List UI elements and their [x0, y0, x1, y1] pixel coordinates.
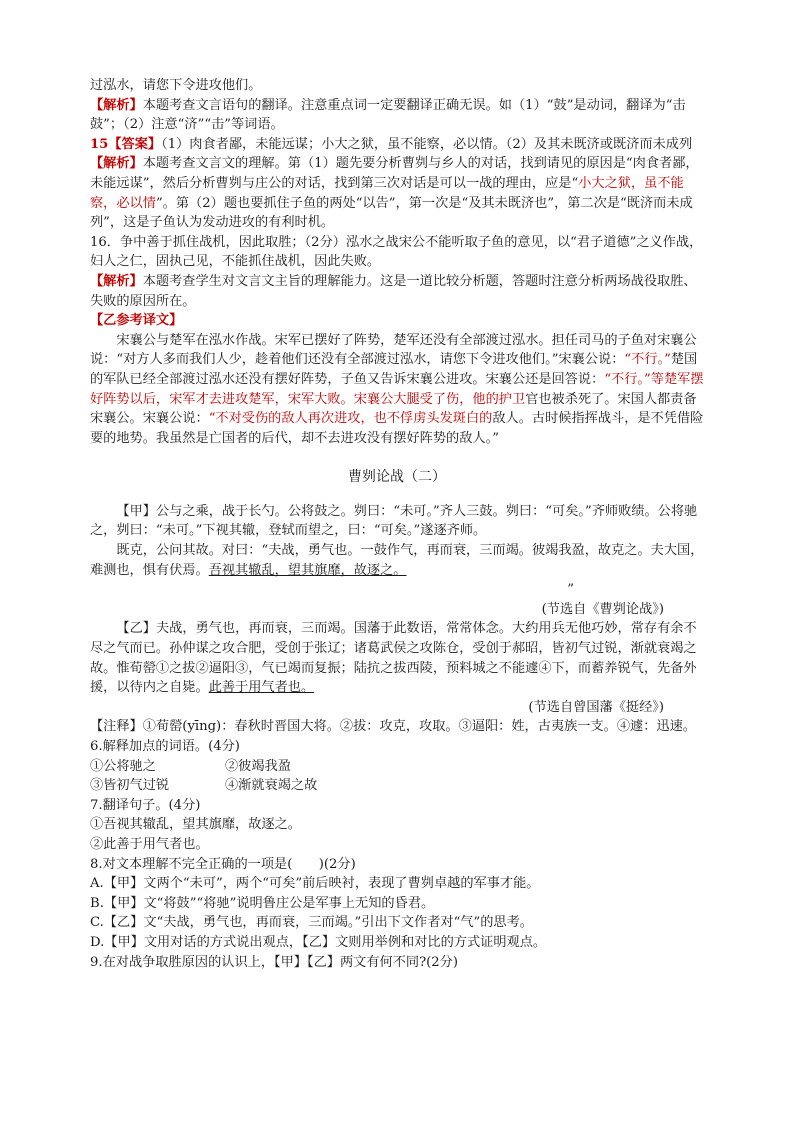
underlined-sentence: 此善于用气者也。: [208, 680, 315, 696]
section-title: 曹刿论战（二）: [348, 469, 446, 486]
answer-tag: 15【答案】: [90, 136, 162, 152]
reference-translation-heading: 【乙参考译文】: [90, 313, 183, 329]
analysis-tag: 【解析】: [90, 97, 143, 113]
text-jia-p1: 【甲】公与之乘，战于长勺。公将鼓之。刿曰：“未可。”齐人三鼓。刿曰：“可矣。”齐师败绩。公将驰之，刿曰：“未可。”下视其辙，登轼而望之，曰：“可矣。”遂逐齐师。: [90, 503, 698, 539]
underlined-sentence: 吾视其辙乱，望其旗靡，故逐之。: [208, 562, 407, 578]
question-8-option-c: C.【乙】文“夫战，勇气也，再而衰，三而竭。”引出下文作者对“气”的思考。: [90, 915, 533, 931]
question-8-option-d: D.【甲】文用对话的方式说出观点，【乙】文则用举例和对比的方式证明观点。: [90, 934, 547, 950]
analysis-paragraph: 【解析】本题考查学生对文言文主旨的理解能力。这是一道比较分析题，答题时注意分析两场战役取胜、失败的原因所在。: [90, 273, 697, 309]
question-8-option-b: B.【甲】文“将鼓”“将驰”说明鲁庄公是军事上无知的昏君。: [90, 895, 435, 911]
question-7-sentence: ②此善于用气者也。: [90, 836, 209, 852]
source-note: (节选自《曹刿论战》): [541, 601, 664, 617]
question-9: 9.在对战争取胜原因的认识上，【甲】【乙】两文有何不同?(2分): [90, 954, 459, 970]
question-8-option-a: A.【甲】文两个“未可”，两个“可矣”前后映衬，表现了曹刿卓越的军事才能。: [90, 876, 540, 892]
answer-15: 15【答案】（1）肉食者鄙，未能远谋；小大之狱，虽不能察，必以情。（2）及其未既济或既济而未成列: [90, 136, 693, 152]
text-yi-p1: 【乙】夫战，勇气也，再而衰，三而竭。国藩于此数语，常常体念。大约用兵无他巧妙，常存有余不尽之气而已。孙仲谋之攻合肥，受创于张辽；诸葛武侯之攻陈仓，受创于郝昭，皆初气过锐，渐就衰竭之故。惟荀罃①之拔②逼阳③，气已竭而复振；陆抗之拔西陵，预料城之不能遽④下，而蓄养锐气，先备外援，以待内之自毙。此善于用气者也。: [90, 621, 697, 696]
question-7-stem: 7.翻译句子。(4分): [90, 797, 201, 813]
paragraph: 过泓水，请您下令进攻他们。: [90, 78, 262, 93]
question-6-options: ①公将驰之 ②彼竭我盈: [90, 758, 291, 774]
source-note: (节选自曾国藩《挺经》): [528, 699, 664, 715]
question-6-options: ③皆初气过锐 ④渐就衰竭之故: [90, 778, 318, 794]
reference-translation: 宋襄公与楚军在泓水作战。宋军已摆好了阵势，楚军还没有全部渡过泓水。担任司马的子鱼对宋襄公说：“对方人多而我们人少，趁着他们还没有全部渡过泓水，请您下令进攻他们。”宋襄公说：“不行。”楚国的军队已经全部渡过泓水还没有摆好阵势，子鱼又告诉宋襄公进攻。宋襄公还是回答说：“不行。”等楚军摆好阵势以后，宋军才去进攻楚军，宋军大败。宋襄公大腿受了伤，他的护卫官也被杀死了。宋国人都责备宋襄公。宋襄公说：“不对受伤的敌人再次进攻，也不俘虏头发斑白的敌人。古时候指挥战斗，是不凭借险要的地势。我虽然是亡国者的后代，却不去进攻没有摆好阵势的敌人。”: [90, 332, 704, 446]
question-7-sentence: ①吾视其辙乱，望其旗靡，故逐之。: [90, 817, 301, 833]
analysis-paragraph: 【解析】本题考查文言语句的翻译。注意重点词一定要翻译正确无误。如（1）“鼓”是动词，翻译为“击鼓”；（2）注意“济”“击”等词语。: [90, 97, 686, 133]
text-jia-p2: 既克，公问其故。对曰：“夫战，勇气也。一鼓作气，再而衰，三而竭。彼竭我盈，故克之。夫大国，难测也，惧有伏焉。吾视其辙乱，望其旗靡，故逐之。: [90, 543, 704, 578]
analysis-paragraph: 【解析】本题考查文言文的理解。第（1）题先要分析曹刿与乡人的对话，找到请见的原因是“肉食者鄙，未能远谋”，然后分析曹刿与庄公的对话，找到第三次对话是可以一战的理由，应是“小大之狱，虽不能察，必以情”。第（2）题也要抓住子鱼的两处“以告”，第一次是“及其未既济也”，第二次是“既济而未成列”，这是子鱼认为发动进攻的有利时机。: [90, 156, 699, 231]
annotation-note: 【注释】①荀罃(yīng)：春秋时晋国大将。②拔：攻克，攻取。③逼阳：姓，古夷族一支。④遽：迅速。: [90, 719, 696, 735]
answer-16: 16．争中善于抓住战机，因此取胜；（2分）泓水之战宋公不能听取子鱼的意见，以“君子道德”之义作战，妇人之仁，固执己见，不能抓住战机，因此失败。: [90, 234, 703, 270]
question-6-stem: 6.解释加点的词语。(4分): [90, 739, 240, 754]
question-8-stem: 8.对文本理解不完全正确的一项是( )(2分): [90, 856, 356, 872]
document-page: 过泓水，请您下令进攻他们。 【解析】本题考查文言语句的翻译。注意重点词一定要翻译正确无误。如（1）“鼓”是动词，翻译为“击鼓”；（2）注意“济”“击”等词语。 15【答案】（1）肉食者鄙，未能远谋；小大之狱，虽不能察，必以情。（2）及其未既济或既济而未成列 【解析】本题考查文言文的理解。第（1）题先要分析曹刿与乡人的对话，找到请见的原因是“肉食者鄙，未能远谋”，然后分析曹刿与庄公的对话，找到第三次对话是可以一战的理由，应是“小大之狱，虽不能察，必以情”。第（2）题也要抓住子鱼的两处“以告”，第一次是“及其未既济也”，第二次是“既济而未成列”，这是子鱼认为发动进攻的有利时机。 16．争中善于抓住战机，因此取胜；（2分）泓水之战宋公不能听取子鱼的意见，以“君子道德”之义作战，妇人之仁，固执己见，不能抓住战机，因此失败。 【解析】本题考查学生对文言文主旨的理解能力。这是一道比较分析题，答题时注意分析两场战役取胜、失败的原因所在。 【乙参考译文】 宋襄公与楚军在泓水作战。宋军已摆好了阵势，楚军还没有全部渡过泓水。担任司马的子鱼对宋襄公说：“对方人多而我们人少，趁着他们还没有全部渡过泓水，请您下令进攻他们。”宋襄公说：“不行。”楚国的军队已经全部渡过泓水还没有摆好阵势，子鱼又告诉宋襄公进攻。宋襄公还是回答说：“不行。”等楚军摆好阵势以后，宋军才去进攻楚军，宋军大败。宋襄公大腿受了伤，他的护卫官也被杀死了。宋国人都责备宋襄公。宋襄公说：“不对受伤的敌人再次进攻，也不俘虏头发斑白的敌人。古时候指挥战斗，是不凭借险要的地势。我虽然是亡国者的后代，却不去进攻没有摆好阵势的敌人。” 曹刿论战（二） 【甲】公与之乘，战于长勺。公将鼓之。刿曰：“未可。”齐人三鼓。刿曰：“可矣。”齐师败绩。公将驰之，刿曰：“未可。”下视其辙，登轼而望之，曰：“可矣。”遂逐齐师。 既克，公问其故。对曰：“夫战，勇气也。一鼓作气，再而衰，三而竭。彼竭我盈，故克之。夫大国，难测也，惧有伏焉。吾视其辙乱，望其旗靡，故逐之。 ” (节选自《曹刿论战》) 【乙】夫战，勇气也，再而衰，三而竭。国藩于此数语，常常体念。大约用兵无他巧妙，常存有余不尽之气而已。孙仲谋之攻合肥，受创于张辽；诸葛武侯之攻陈仓，受创于郝昭，皆初气过锐，渐就衰竭之故。惟荀罃①之拔②逼阳③，气已竭而复振；陆抗之拔西陵，预料城之不能遽④下，而蓄养锐气，先备外援，以待内之自毙。此善于用气者也。 (节选自曾国藩《挺经》) 【注释】①荀罃(yīng)：春秋时晋国大将。②拔：攻克，攻取。③逼阳：姓，古夷族一支。④遽：迅速。 6.解释加点的词语。(4分) ①公将驰之 ②彼竭我盈 ③皆初气过锐 ④渐就衰竭之故 7.翻译句子。(4分) ①吾视其辙乱，望其旗靡，故逐之。 ②此善于用气者也。 8.对文本理解不完全正确的一项是( )(2分) A.【甲】文两个“未可”，两个“可矣”前后映衬，表现了曹刿卓越的军事才能。 B.【甲】文“将鼓”“将驰”说明鲁庄公是军事上无知的昏君。 C.【乙】文“夫战，勇气也，再而衰，三而竭。”引出下文作者对“气”的思考。 D.【甲】文用对话的方式说出观点，【乙】文则用举例和对比的方式证明观点。 9.在对战争取胜原因的认识上，【甲】【乙】两文有何不同?(2分): [90, 76, 704, 972]
